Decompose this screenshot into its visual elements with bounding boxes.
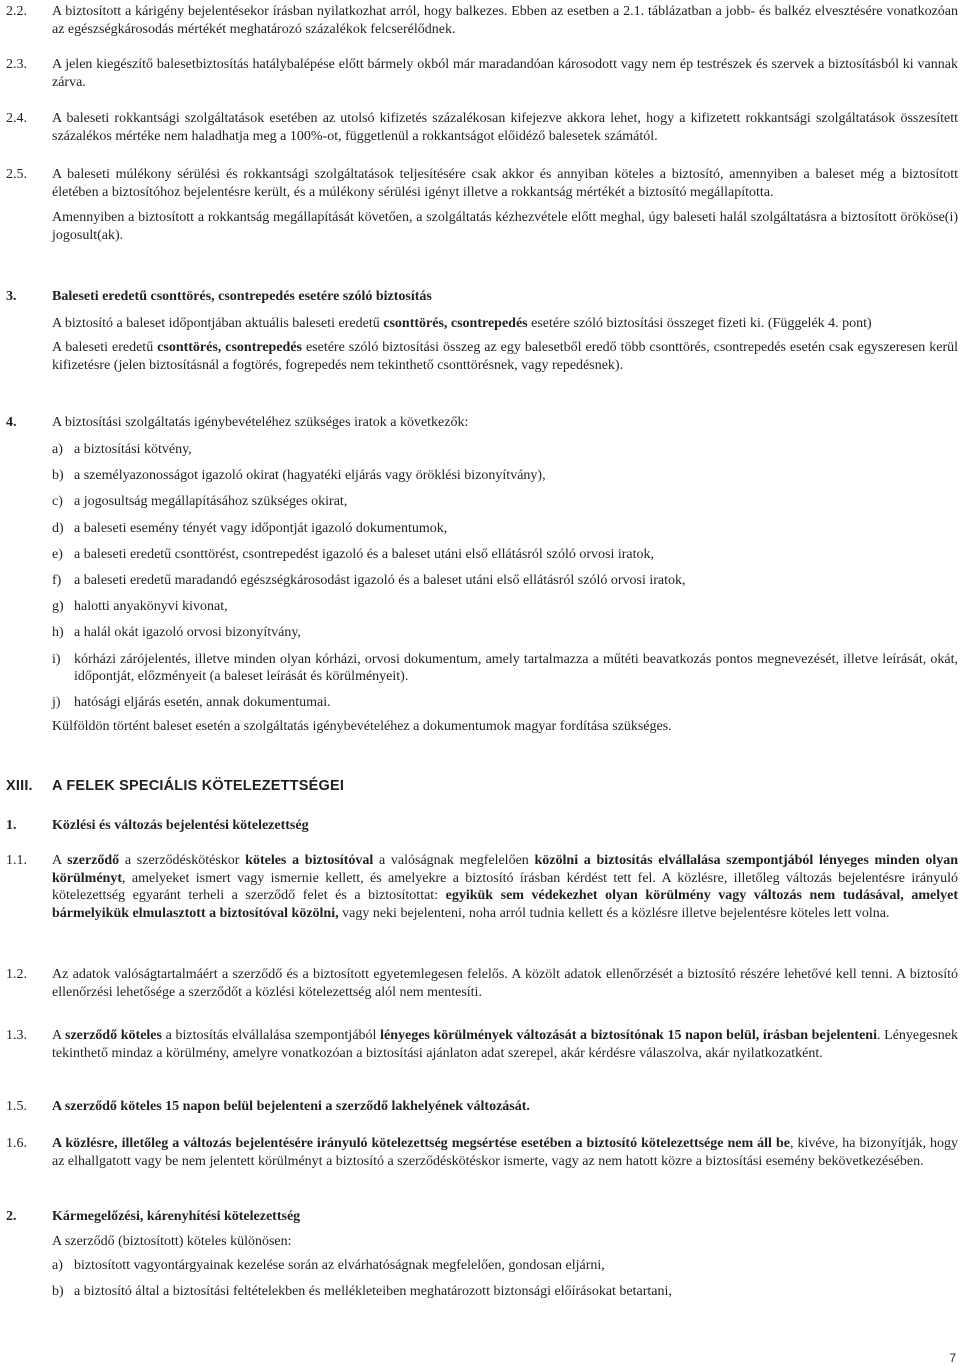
paragraph: A szerződő a szerződéskötéskor köteles a biztosítóval a valóságnak megfelelően közölni a biztosítás elvállalása szempontjából lényeges minden olyan körülményt, amelyeket ismert vagy ismernie kellett, és amelyekre a biztosító írásban kérdést tett fel. A közlésre, illetőleg változás bejelentésre irányuló kötelezettség egyaránt terheli a szerződő felet és a biztosítottat: egyikük sem védekezhet olyan körülmény vagy változás nem tudásával, amelyet bármelyikük elmulasztott a biztosítóval közölni, vagy neki bejelenteni, noha arról tudnia kellett és a közlésre illetve bejelentésre köteles lett volna. — [52, 853, 959, 921]
list-item — [52, 651, 958, 686]
section-4-outro — [6, 718, 958, 736]
list-intro: A szerződő (biztosított) köteles különösen: — [52, 1233, 292, 1249]
list-item-text: a halál okát igazoló orvosi bizonyítvány, — [74, 625, 301, 641]
page-number: 7 — [949, 1351, 956, 1365]
section-1-heading — [6, 817, 958, 835]
section-number: 1.3. — [6, 1028, 27, 1043]
list-item-label: f) — [52, 572, 62, 588]
section-title: Közlési és változás bejelentési kötelezettség — [52, 818, 309, 833]
list-item-text: kórházi zárójelentés, illetve minden olyan kórházi, orvosi dokumentum, amely tartalmazza a műtéti beavatkozás pontos megnevezését, illetve leírását, okát, időpontját, előzményeit (a baleset leírását és körülményeit). — [74, 651, 958, 685]
section-number: 2.2. — [6, 4, 27, 19]
list-item — [52, 598, 958, 616]
list-item-label: g) — [52, 599, 64, 615]
section-title: Baleseti eredetű csonttörés, csontrepedés esetére szóló biztosítás — [52, 289, 432, 304]
list-item-text: a személyazonosságot igazoló okirat (hagyatéki eljárás vagy öröklési bizonyítvány), — [74, 468, 546, 484]
list-item-label: c) — [52, 494, 63, 510]
list-item-label: d) — [52, 520, 64, 536]
section-number: 2.3. — [6, 57, 27, 72]
section-number: 3. — [6, 289, 17, 304]
section-number: 1.5. — [6, 1099, 27, 1114]
list-item — [52, 546, 958, 564]
paragraph: Amennyiben a biztosított a rokkantság megállapítását követően, a szolgáltatás kézhezvétele előtt meghal, úgy baleseti halál szolgáltatásra a biztosított örököse(i) jogosult(ak). — [52, 210, 958, 243]
list-item-text: a jogosultság megállapításához szükséges okirat, — [74, 494, 348, 510]
list-item-label: b) — [52, 1284, 64, 1300]
chapter-title: A FELEK SPECIÁLIS KÖTELEZETTSÉGEI — [52, 778, 345, 794]
list-item-text: biztosított vagyontárgyainak kezelése során az elvárhatóságnak megfelelően, gondosan eljárni, — [74, 1258, 605, 1273]
list-intro: A biztosítási szolgáltatás igénybevételéhez szükséges iratok a következők: — [52, 415, 469, 430]
list-item-label: b) — [52, 468, 64, 484]
section-1-1 — [6, 852, 958, 922]
list-item — [52, 520, 958, 538]
section-1-2 — [6, 966, 958, 1001]
section-number: 1.2. — [6, 967, 27, 982]
list-item-text: a baleseti eredetű csonttörést, csontrepedést igazoló és a baleset utáni első ellátásról szóló orvosi iratok, — [74, 546, 655, 562]
section-number: 4. — [6, 415, 17, 430]
section-1-5 — [6, 1098, 958, 1116]
list-item — [52, 694, 958, 712]
section-number: 2.5. — [6, 167, 27, 182]
section-2-heading — [6, 1208, 958, 1250]
section-number: 1.6. — [6, 1136, 27, 1151]
list-item — [52, 572, 958, 590]
section-number: 2.4. — [6, 111, 27, 126]
list-item-label: e) — [52, 546, 63, 562]
list-item-text: a baleseti esemény tényét vagy időpontját igazoló dokumentumok, — [74, 520, 448, 536]
section-2-5 — [6, 166, 958, 244]
paragraph: A baleseti rokkantsági szolgáltatások esetében az utolsó kifizetés százalékosan kifejezve akkora lehet, hogy a kifizetett rokkantsági szolgáltatások összesített százalékos mértéke nem haladhatja meg a 100%-ot, függetlenül a rokkantságot előidéző balesetek számától. — [52, 111, 958, 144]
list-item-label: a) — [52, 1258, 63, 1273]
list-item-label: j) — [52, 695, 61, 711]
section-title: Kármegelőzési, kárenyhítési kötelezettség — [52, 1209, 301, 1224]
paragraph: A baleseti múlékony sérülési és rokkantsági szolgáltatások teljesítésére csak akkor és annyiban köteles a biztosító, amennyiben a baleset még a biztosított életében a biztosítóhoz bejelentésre került, és a múlékony sérülési igényt illetve a rokkantság mértékét a biztosító megállapította. — [52, 167, 958, 200]
section-3 — [6, 288, 958, 374]
section-1-3 — [6, 1027, 958, 1062]
paragraph: A jelen kiegészítő balesetbiztosítás hatálybalépése előtt bármely okból már maradandóan károsodott vagy nem ép testrészek és szervek a biztosításból ki vannak zárva. — [52, 57, 958, 90]
list-item — [52, 467, 958, 485]
list-item — [52, 493, 958, 511]
required-documents-list — [52, 441, 958, 712]
section-number: 2. — [6, 1209, 17, 1224]
list-item — [52, 1257, 958, 1275]
section-2-4 — [6, 110, 958, 145]
list-item — [52, 1283, 958, 1301]
chapter-number: XIII. — [6, 778, 33, 794]
list-item-label: i) — [52, 651, 61, 667]
paragraph: A biztosító a baleset időpontjában aktuális baleseti eredetű csonttörés, csontrepedés esetére szóló biztosítási összeget fizeti ki. (Függelék 4. pont) — [52, 315, 872, 331]
section-number: 1.1. — [6, 853, 27, 868]
list-item-text: a baleseti eredetű maradandó egészségkárosodást igazoló és a baleset utáni első ellátásról szóló orvosi iratok, — [74, 572, 686, 588]
paragraph: A szerződő köteles 15 napon belül bejelenteni a szerződő lakhelyének változását. — [52, 1099, 530, 1114]
paragraph: A biztosított a kárigény bejelentésekor írásban nyilatkozhat arról, hogy balkezes. Ebben az esetben a 2.1. táblázatban a jobb- és balkéz elvesztésére vonatkozóan az egészségkárosodás mértékét meghatározó százalékok felcserélődnek. — [52, 4, 958, 37]
section-2-3 — [6, 56, 958, 91]
section-4 — [6, 414, 958, 432]
paragraph: Az adatok valóságtartalmáért a szerződő és a biztosított egyetemlegesen felelős. A közölt adatok ellenőrzését a biztosító részére lehetővé kell tenni. A biztosító ellenőrzési lehetősége a szerződőt a közlési kötelezettség alól nem mentesíti. — [52, 967, 958, 1000]
list-item-text: a biztosító által a biztosítási feltételekben és mellékleteiben meghatározott biztonsági előírásokat betartani, — [74, 1284, 672, 1300]
section-2-2 — [6, 3, 958, 38]
paragraph: A szerződő köteles a biztosítás elvállalása szempontjából lényeges körülmények változását a biztosítónak 15 napon belül, írásban bejelenteni. Lényegesnek tekinthető mindaz a körülmény, amelyre vonatkozóan a biztosítási ajánlaton adat szerepel, akár kérdésre válaszolva, akár nyilatkozatként. — [52, 1028, 959, 1061]
list-item-text: hatósági eljárás esetén, annak dokumentumai. — [74, 695, 331, 711]
section-1-6 — [6, 1135, 958, 1170]
obligations-list — [52, 1257, 958, 1301]
section-number: 1. — [6, 818, 17, 833]
paragraph: A közlésre, illetőleg a változás bejelentésére irányuló kötelezettség megsértése esetében a biztosító kötelezettsége nem áll be, kivéve, ha bizonyítják, hogy az elhallgatott vagy be nem jelentett körülményt a biztosító a szerződéskötéskor ismerte, vagy az nem hatott közre a biztosítási esemény bekövetkezésében. — [52, 1136, 958, 1169]
list-item — [52, 441, 958, 459]
list-item-text: a biztosítási kötvény, — [74, 442, 192, 457]
list-item — [52, 624, 958, 642]
list-item-label: a) — [52, 442, 63, 457]
paragraph: Külföldön történt baleset esetén a szolgáltatás igénybevételéhez a dokumentumok magyar fordítása szükséges. — [52, 719, 672, 734]
paragraph: A baleseti eredetű csonttörés, csontrepedés esetére szóló biztosítási összeg az egy balesetből eredő több csonttörés, csontrepedés esetén csak egyszeresen kerül kifizetésre (jelen biztosításnál a fogtörés, fogrepedés nem tekinthető csonttörésnek, vagy repedésnek). — [52, 340, 958, 373]
list-item-text: halotti anyakönyvi kivonat, — [74, 599, 228, 615]
chapter-xiii — [6, 778, 958, 796]
list-item-label: h) — [52, 625, 64, 641]
